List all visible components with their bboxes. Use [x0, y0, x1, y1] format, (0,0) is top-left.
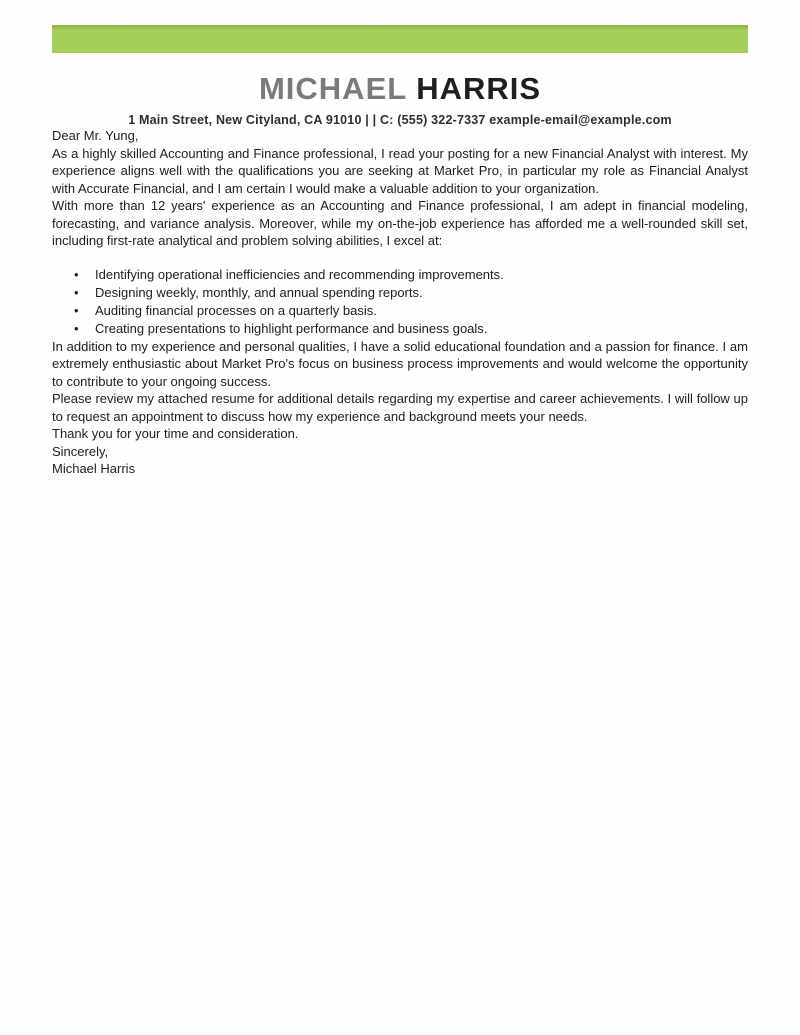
list-item: • Auditing financial processes on a quarterly basis.: [52, 302, 748, 320]
salutation: Dear Mr. Yung,: [52, 128, 139, 143]
signoff-line: Sincerely,: [52, 443, 109, 459]
skills-bullet-list: [52, 266, 748, 338]
paragraph-intro: As a highly skilled Accounting and Finance professional, I read your posting for a new Financial Analyst with interest. My experience aligns well with the qualifications you are seeking at Market Pro, in particular my role as Financial Analyst with Accurate Financial, and I am certain I would make a valuable addition to your organization.: [52, 145, 748, 196]
letter-body: [52, 127, 748, 478]
paragraph-education: In addition to my experience and personal qualities, I have a solid educational foundation and a passion for finance. I am extremely enthusiastic about Market Pro's focus on business process improvements and would welcome the opportunity to contribute to your ongoing success.: [52, 338, 748, 389]
contact-line: 1 Main Street, New Cityland, CA 91010 | | C: (555) 322-7337 example-email@example.com: [128, 113, 672, 127]
page-title: [52, 71, 748, 107]
list-item: • Designing weekly, monthly, and annual spending reports.: [52, 284, 748, 302]
header-accent-bar: [52, 25, 748, 53]
last-name: HARRIS: [416, 71, 542, 106]
paragraph-experience: With more than 12 years' experience as an Accounting and Finance professional, I am adept in financial modeling, forecasting, and variance analysis. Moreover, while my on-the-job experience has afforded me a well-rounded skill set, including first-rate analytical and problem solving abilities, I excel at:: [52, 198, 748, 248]
signature-name: Michael Harris: [52, 461, 136, 476]
first-name: MICHAEL: [258, 71, 408, 106]
list-item: • Identifying operational inefficiencies and recommending improvements.: [52, 266, 748, 284]
thanks-line: Thank you for your time and consideration.: [52, 426, 299, 441]
list-item: • Creating presentations to highlight performance and business goals.: [52, 320, 748, 338]
paragraph-resume: Please review my attached resume for additional details regarding my expertise and career achievements. I will follow up to request an appointment to discuss how my experience and background meets your needs.: [52, 391, 748, 424]
